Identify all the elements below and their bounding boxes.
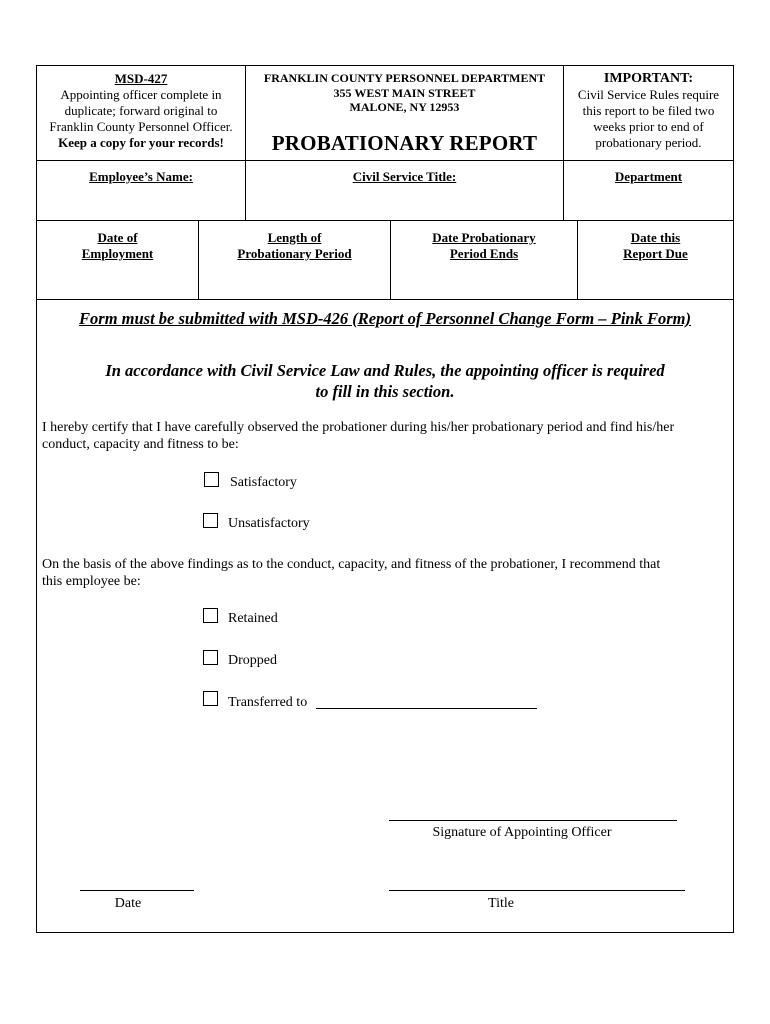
label-line: Date this [630,230,681,245]
department-city: MALONE, NY 12953 [349,100,460,114]
frame-right [733,65,734,933]
instruction-line: Appointing officer complete in [60,87,222,102]
accordance-statement [37,360,733,402]
page-title: PROBATIONARY REPORT [271,131,538,155]
header-bottom-rule [36,160,734,161]
paragraph-line: On the basis of the above findings as to the conduct, capacity, and fitness of the probationer, I recommend that [42,557,661,572]
date-of-employment-label [37,230,198,262]
signature-label: Signature of Appointing Officer [432,825,612,840]
header-right-cell [564,71,733,151]
important-line: this report to be filed two [582,103,715,118]
transferred-checkbox[interactable] [203,691,218,706]
keep-copy-note: Keep a copy for your records! [58,135,224,150]
row2-bottom-rule [36,299,734,300]
paragraph-line: conduct, capacity and fitness to be: [42,437,239,452]
instruction-line: Franklin County Personnel Officer. [49,119,233,134]
department-street: 355 WEST MAIN STREET [333,85,476,100]
row1-bottom-rule [36,220,734,221]
satisfactory-checkbox[interactable] [204,472,219,487]
transferred-to-field[interactable] [316,708,537,709]
report-due-label [578,230,733,262]
paragraph-line: I hereby certify that I have carefully observed the probationer during his/her probationary period and find his/her [42,420,675,435]
label-line: Report Due [623,246,688,261]
employee-name-label: Employee’s Name: [89,169,193,184]
signature-line[interactable] [389,820,677,821]
label-line: Probationary Period [237,246,352,261]
civil-service-title-label: Civil Service Title: [352,169,457,184]
label-line: Employment [81,246,154,261]
statement-line: In accordance with Civil Service Law and Rules, the appointing officer is required [105,361,665,380]
transferred-label: Transferred to [228,695,308,710]
important-line: Civil Service Rules require [577,87,720,102]
retained-label: Retained [228,611,278,626]
satisfactory-label: Satisfactory [230,475,297,490]
basis-paragraph [42,556,732,590]
department-label: Department [614,169,683,184]
frame-top [36,65,734,66]
label-line: Length of [267,230,322,245]
statement-line: to fill in this section. [315,382,455,401]
label-line: Date of [97,230,138,245]
dropped-checkbox[interactable] [203,650,218,665]
form-number: MSD-427 [114,71,168,86]
header-left-cell [37,71,245,151]
important-line: weeks prior to end of [593,119,704,134]
dropped-label: Dropped [228,653,277,668]
date-line[interactable] [80,890,194,891]
date-label: Date [114,896,142,911]
period-ends-label [391,230,577,262]
department-name: FRANKLIN COUNTY PERSONNEL DEPARTMENT [263,71,546,85]
title-line[interactable] [389,890,685,891]
label-line: Date Probationary [432,230,536,245]
unsatisfactory-label: Unsatisfactory [228,516,310,531]
certify-paragraph [42,419,732,453]
title-label: Title [488,896,514,911]
frame-left [36,65,37,933]
length-of-period-label [199,230,390,262]
unsatisfactory-checkbox[interactable] [203,513,218,528]
paragraph-line: this employee be: [42,574,141,589]
label-line: Period Ends [449,246,519,261]
important-line: probationary period. [595,135,702,150]
important-label: IMPORTANT: [603,71,694,86]
retained-checkbox[interactable] [203,608,218,623]
header-middle-cell [246,71,563,115]
frame-bottom [36,932,734,933]
instruction-line: duplicate; forward original to [64,103,218,118]
submit-notice: Form must be submitted with MSD-426 (Report of Personnel Change Form – Pink Form) [79,309,691,328]
